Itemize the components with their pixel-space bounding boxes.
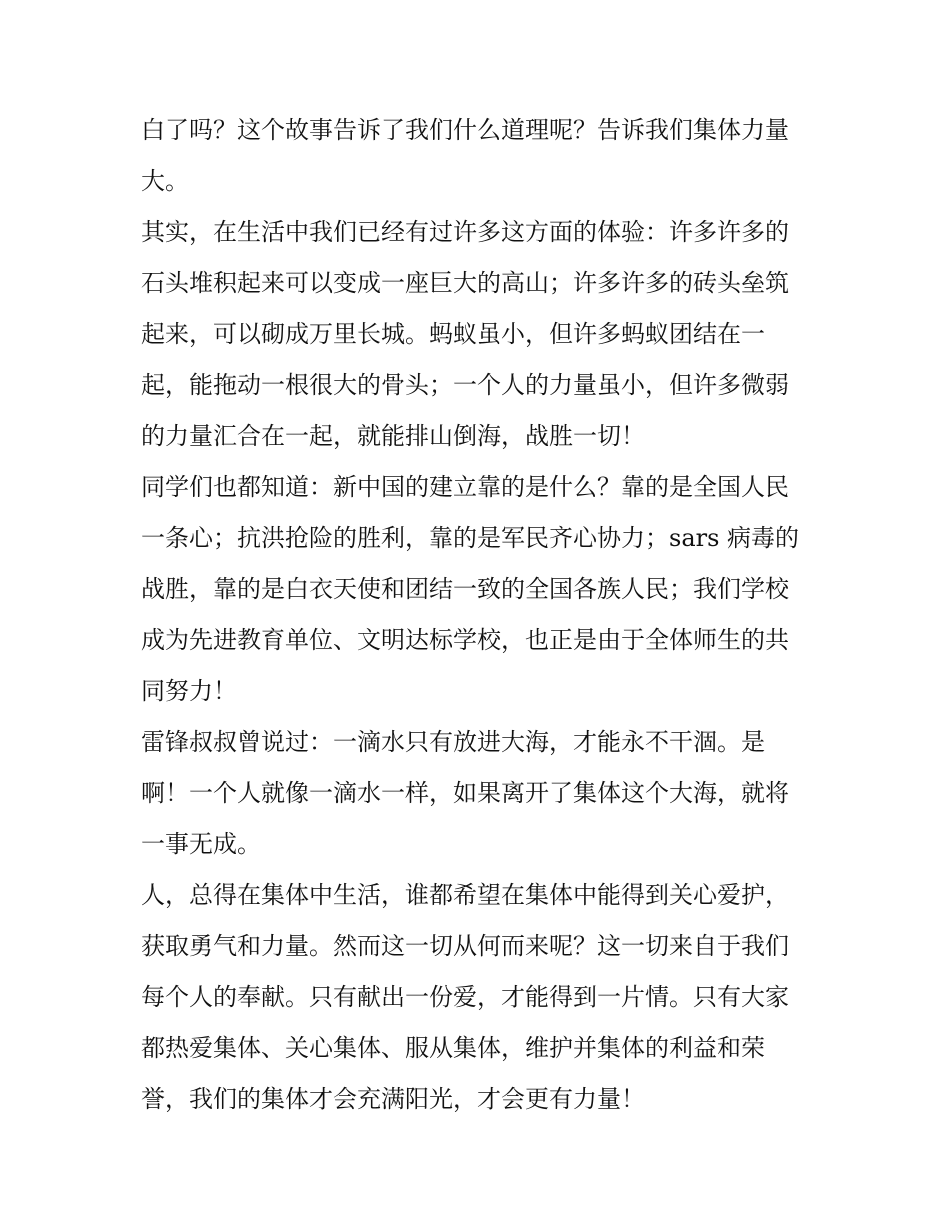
text-line: 每个人的奉献。只有献出一份爱，才能得到一片情。只有大家: [141, 983, 789, 1011]
text-line: 成为先进教育单位、文明达标学校，也正是由于全体师生的共: [141, 626, 789, 654]
text-line: 获取勇气和力量。然而这一切从何而来呢？这一切来自于我们: [141, 932, 789, 960]
text-line: 誉，我们的集体才会充满阳光，才会更有力量！: [141, 1085, 645, 1113]
text-line: 啊！一个人就像一滴水一样，如果离开了集体这个大海，就将: [141, 779, 789, 807]
text-line: 一事无成。: [141, 830, 261, 858]
text-line: 同努力！: [141, 677, 237, 705]
text-line: 大。: [141, 167, 189, 195]
text-line: 一条心；抗洪抢险的胜利，靠的是军民齐心协力；sars 病毒的: [141, 524, 800, 552]
text-line: 起，能拖动一根很大的骨头；一个人的力量虽小，但许多微弱: [141, 371, 789, 399]
text-line: 人，总得在集体中生活，谁都希望在集体中能得到关心爱护，: [141, 881, 789, 909]
text-line: 起来，可以砌成万里长城。蚂蚁虽小，但许多蚂蚁团结在一: [141, 320, 765, 348]
text-line: 的力量汇合在一起，就能排山倒海，战胜一切！: [141, 422, 645, 450]
text-line: 石头堆积起来可以变成一座巨大的高山；许多许多的砖头垒筑: [141, 269, 789, 297]
text-line: 白了吗？这个故事告诉了我们什么道理呢？告诉我们集体力量: [141, 116, 789, 144]
text-line: 同学们也都知道：新中国的建立靠的是什么？靠的是全国人民: [141, 473, 789, 501]
text-line: 其实，在生活中我们已经有过许多这方面的体验：许多许多的: [141, 218, 789, 246]
document-body: [141, 105, 813, 1125]
text-line: 都热爱集体、关心集体、服从集体，维护并集体的利益和荣: [141, 1034, 765, 1062]
text-line: 雷锋叔叔曾说过：一滴水只有放进大海，才能永不干涸。是: [141, 728, 765, 756]
text-line: 战胜，靠的是白衣天使和团结一致的全国各族人民；我们学校: [141, 575, 789, 603]
